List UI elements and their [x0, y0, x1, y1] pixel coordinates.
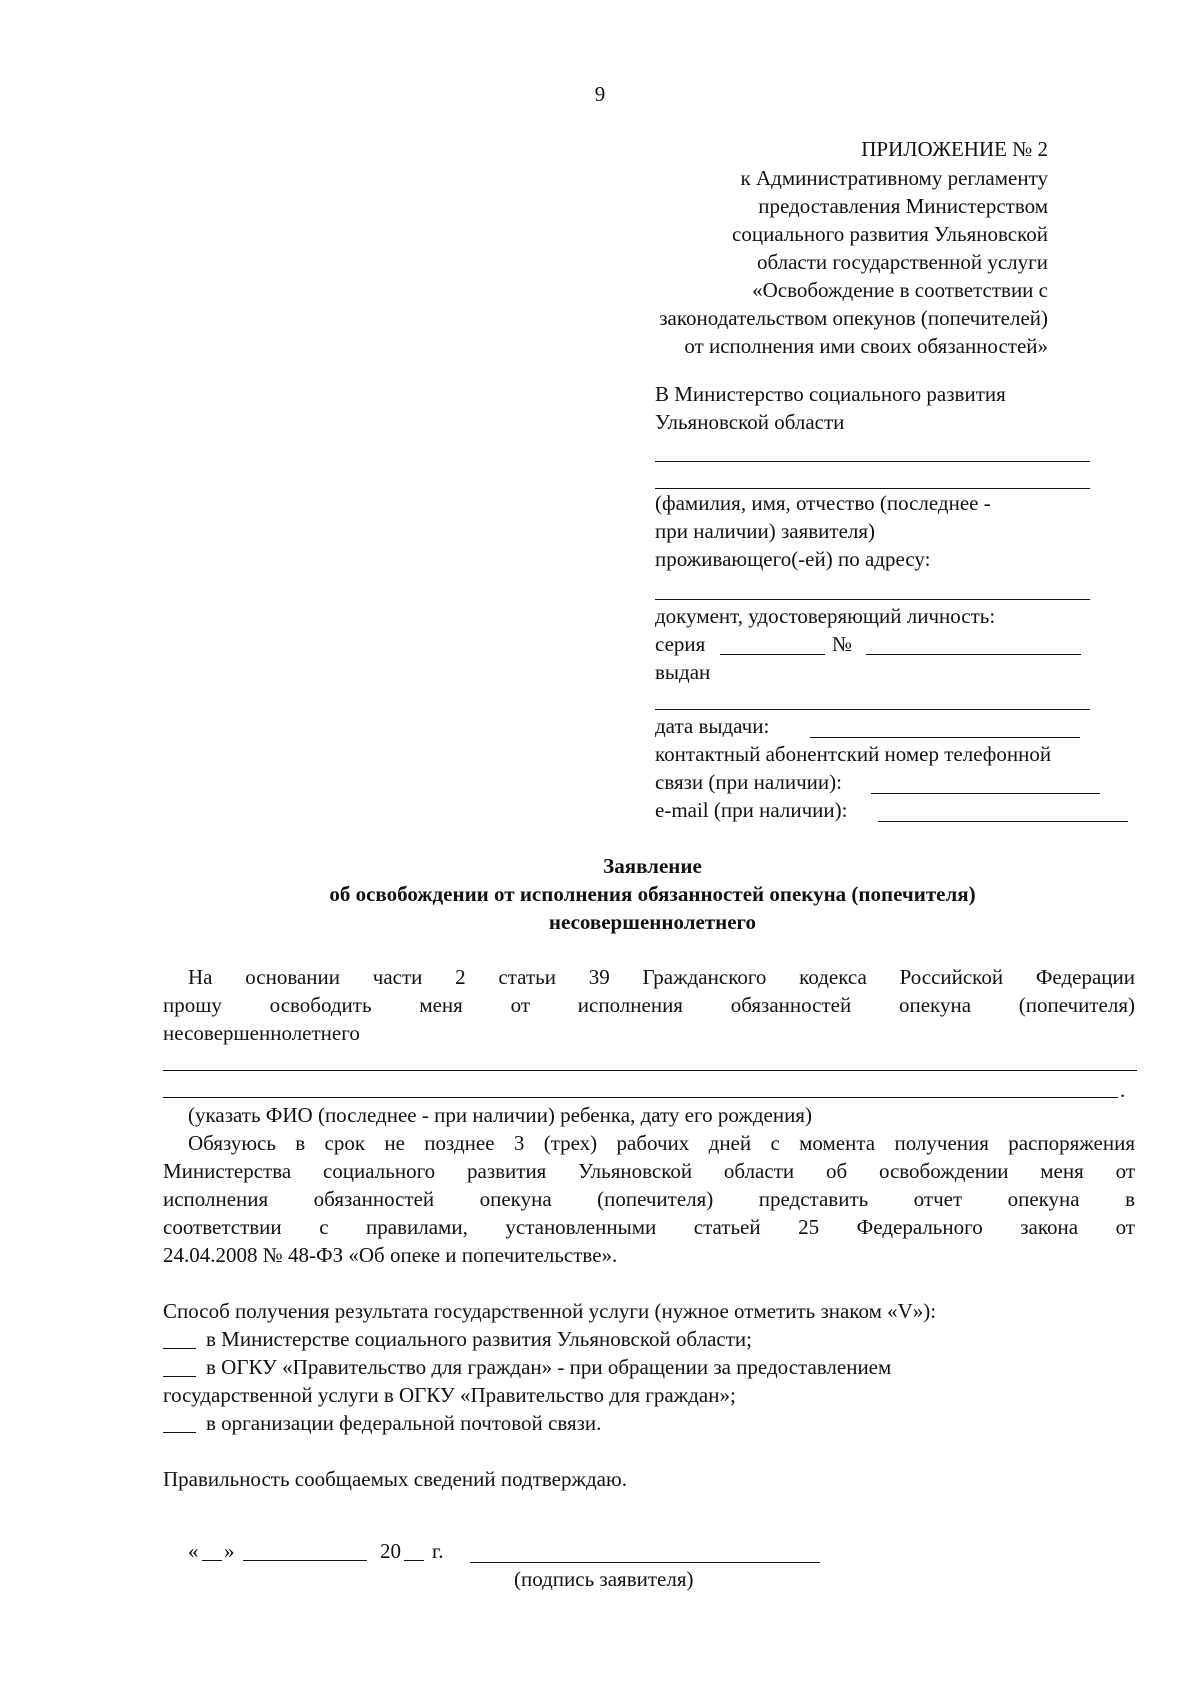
- phone-label: связи (при наличии):: [655, 770, 842, 794]
- fio-hint: при наличии) заявителя): [655, 519, 876, 543]
- year-field-line[interactable]: [404, 1560, 424, 1561]
- series-field-line[interactable]: [720, 654, 825, 655]
- day-field-line[interactable]: [202, 1560, 222, 1561]
- option-checkbox-line[interactable]: [163, 1348, 196, 1349]
- confirm-statement: Правильность сообщаемых сведений подтверждаю.: [163, 1467, 627, 1491]
- appendix-line: социального развития Ульяновской: [732, 222, 1048, 246]
- email-field-line[interactable]: [878, 821, 1128, 822]
- date-close-quote: »: [224, 1539, 235, 1563]
- appendix-title: ПРИЛОЖЕНИЕ № 2: [861, 137, 1048, 161]
- appendix-line: «Освобождение в соответствии с: [752, 278, 1048, 302]
- option-ogku-cont: государственной услуги в ОГКУ «Правительство для граждан»;: [163, 1383, 736, 1407]
- body-line: Министерства социального развития Ульяновской области об освобождении меня от: [163, 1159, 1135, 1183]
- body-line: Обязуюсь в срок не позднее 3 (трех) рабочих дней с момента получения распоряжения: [188, 1131, 1135, 1155]
- year-suffix: г.: [432, 1539, 444, 1563]
- child-hint: (указать ФИО (последнее - при наличии) ребенка, дату его рождения): [188, 1103, 812, 1127]
- page-number: 9: [594, 82, 606, 106]
- body-line: соответствии с правилами, установленными статьей 25 Федерального закона от: [163, 1215, 1135, 1239]
- issue-date-label: дата выдачи:: [655, 714, 770, 738]
- body-line: 24.04.2008 № 48-ФЗ «Об опеке и попечительстве».: [163, 1243, 618, 1267]
- issue-date-field-line[interactable]: [810, 737, 1080, 738]
- email-label: e-mail (при наличии):: [655, 798, 848, 822]
- option-ministry: в Министерстве социального развития Ульяновской области;: [206, 1327, 752, 1351]
- appendix-line: области государственной услуги: [756, 250, 1048, 274]
- signature-hint: (подпись заявителя): [514, 1567, 694, 1591]
- body-line: исполнения обязанностей опекуна (попечителя) представить отчет опекуна в: [163, 1187, 1135, 1211]
- period-mark: .: [1120, 1078, 1126, 1102]
- fio-hint: (фамилия, имя, отчество (последнее -: [655, 491, 991, 515]
- body-line: На основании части 2 статьи 39 Гражданского кодекса Российской Федерации: [188, 965, 1135, 989]
- issued-field-line[interactable]: [655, 709, 1090, 710]
- issued-label: выдан: [655, 660, 711, 684]
- appendix-line: к Административному регламенту: [740, 166, 1048, 190]
- appendix-line: от исполнения ими своих обязанностей»: [684, 334, 1048, 358]
- body-line: прошу освободить меня от исполнения обязанностей опекуна (попечителя): [163, 993, 1135, 1017]
- fio-field-line[interactable]: [655, 488, 1090, 489]
- option-checkbox-line[interactable]: [163, 1376, 196, 1377]
- fio-field-line[interactable]: [655, 461, 1090, 462]
- child-field-line[interactable]: [163, 1097, 1118, 1098]
- series-label: серия: [655, 632, 706, 656]
- method-title: Способ получения результата государственной услуги (нужное отметить знаком «V»):: [163, 1299, 937, 1323]
- number-field-line[interactable]: [866, 654, 1081, 655]
- phone-field-line[interactable]: [871, 793, 1100, 794]
- option-post: в организации федеральной почтовой связи.: [206, 1411, 602, 1435]
- body-line: несовершеннолетнего: [163, 1021, 360, 1045]
- document-subtitle: об освобождении от исполнения обязанностей опекуна (попечителя): [329, 882, 976, 906]
- addressee-line: В Министерство социального развития: [655, 382, 1006, 406]
- child-field-line[interactable]: [163, 1070, 1137, 1071]
- option-checkbox-line[interactable]: [163, 1432, 196, 1433]
- id-document-label: документ, удостоверяющий личность:: [655, 604, 996, 628]
- address-label: проживающего(-ей) по адресу:: [655, 547, 931, 571]
- appendix-line: предоставления Министерством: [758, 194, 1048, 218]
- signature-field-line[interactable]: [470, 1562, 820, 1563]
- appendix-line: законодательством опекунов (попечителей): [659, 306, 1048, 330]
- address-field-line[interactable]: [655, 599, 1090, 600]
- date-open-quote: «: [188, 1539, 199, 1563]
- month-field-line[interactable]: [243, 1560, 367, 1561]
- phone-label: контактный абонентский номер телефонной: [655, 742, 1052, 766]
- addressee-line: Ульяновской области: [655, 410, 845, 434]
- document-title: Заявление: [603, 854, 702, 878]
- number-label: №: [832, 632, 853, 656]
- year-prefix: 20: [380, 1539, 401, 1563]
- document-subtitle: несовершеннолетнего: [548, 910, 757, 934]
- option-ogku: в ОГКУ «Правительство для граждан» - при обращении за предоставлением: [206, 1355, 892, 1379]
